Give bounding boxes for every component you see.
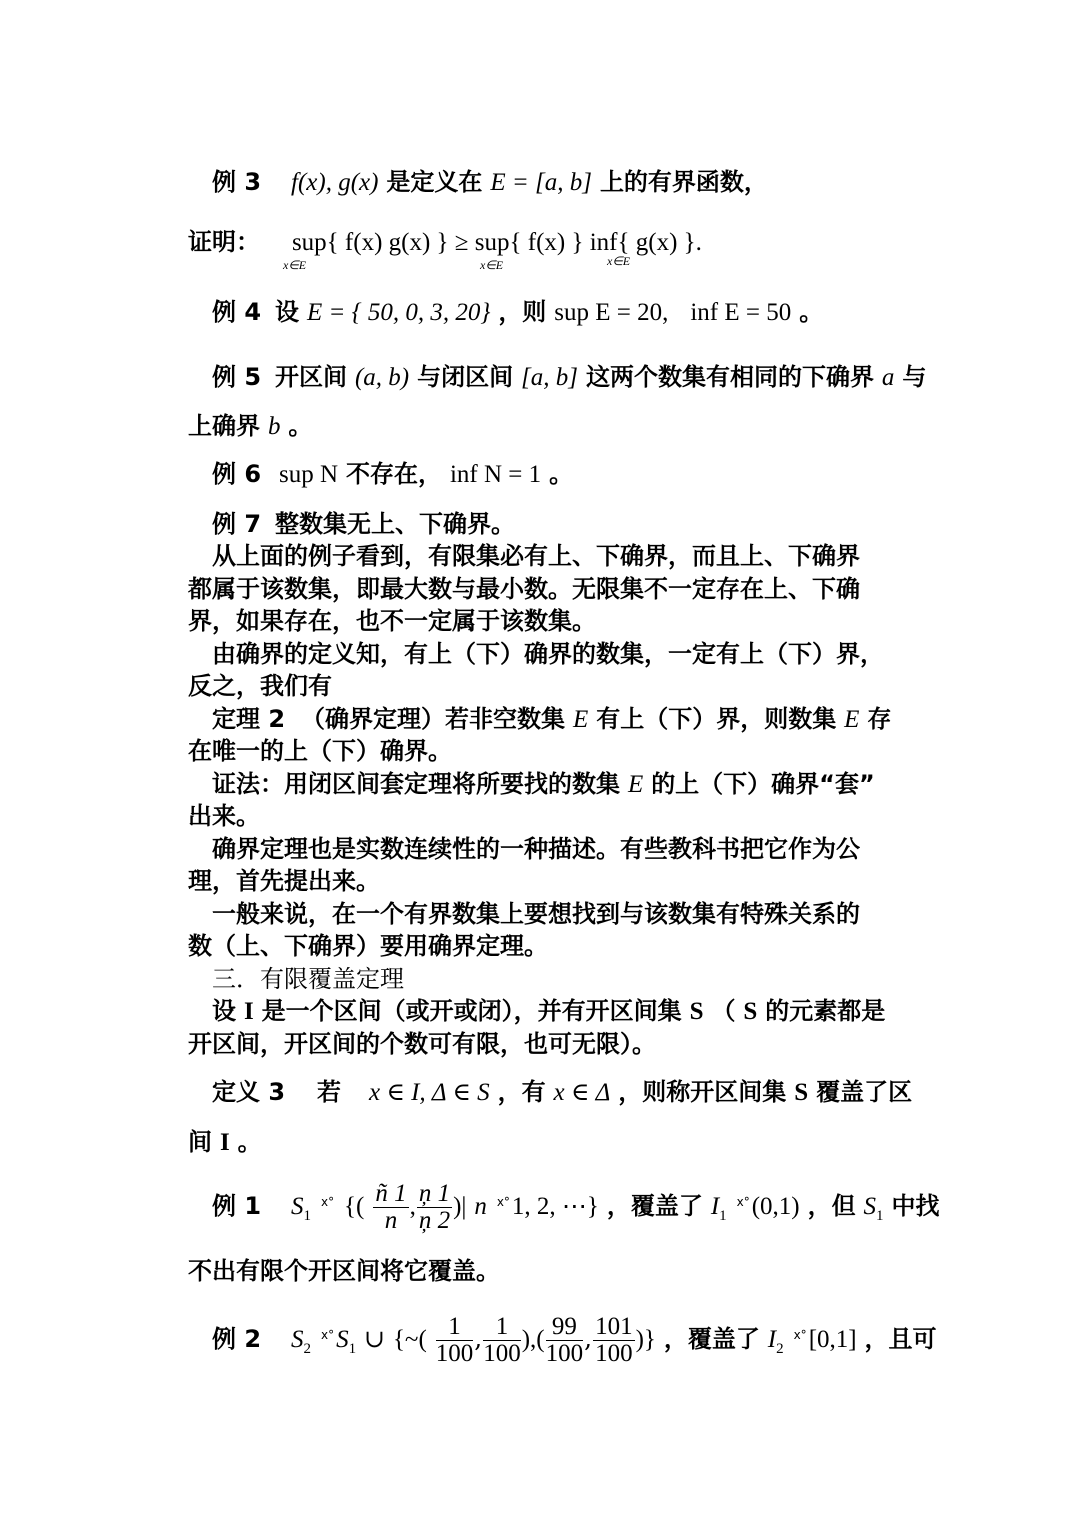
example-3-line bbox=[212, 166, 768, 199]
equals-glyph: x° bbox=[320, 1195, 335, 1209]
math-sequence: 1, 2, ⋯ bbox=[511, 1193, 587, 1220]
math-S: S bbox=[291, 1326, 304, 1353]
math-S: S bbox=[291, 1193, 304, 1220]
text: 。 bbox=[799, 298, 824, 326]
numerator: 101 bbox=[595, 1313, 633, 1340]
example-label: 例 1 bbox=[212, 1192, 262, 1220]
text: 开区间 bbox=[275, 363, 348, 391]
example-label: 例 4 bbox=[212, 298, 262, 326]
section-heading: 三．有限覆盖定理 bbox=[212, 965, 404, 993]
math-E: E bbox=[572, 706, 589, 733]
text: ，覆盖了 bbox=[606, 1192, 703, 1220]
math-E: E bbox=[844, 706, 860, 733]
definition-3-line-1 bbox=[212, 1076, 912, 1109]
text: （确界定理）若非空数集 bbox=[301, 705, 566, 733]
text: 设 bbox=[212, 997, 236, 1025]
math-b: b bbox=[267, 413, 281, 440]
example-label: 例 7 bbox=[212, 510, 262, 538]
theorem-label: 定理 2 bbox=[212, 705, 286, 733]
fraction bbox=[417, 1181, 452, 1234]
equals-glyph: x° bbox=[736, 1195, 750, 1209]
paragraph-3-line-2: 理，首先提出来。 bbox=[188, 867, 380, 895]
text: 上确界 bbox=[188, 412, 260, 440]
math-I: I bbox=[767, 1326, 777, 1353]
proof-method-line-1 bbox=[212, 768, 875, 801]
subscript: 2 bbox=[303, 1341, 312, 1357]
math-inequality: sup{ f(x) g(x) } ≥ sup{ f(x) } inf{ g(x) }. bbox=[291, 229, 702, 256]
math-interval: (0,1) bbox=[751, 1193, 800, 1220]
paragraph-4-line-1: 一般来说，在一个有界数集上要想找到与该数集有特殊关系的 bbox=[212, 900, 860, 928]
fraction bbox=[436, 1314, 474, 1367]
denominator: 100 bbox=[595, 1340, 633, 1367]
text: 。 bbox=[549, 460, 574, 488]
text: 存 bbox=[867, 705, 892, 733]
definition-label: 定义 3 bbox=[212, 1078, 286, 1106]
fraction bbox=[483, 1314, 521, 1367]
math-interval: [0,1] bbox=[808, 1326, 857, 1353]
math-I: I bbox=[219, 1129, 230, 1156]
denominator: ņ 2 bbox=[418, 1207, 451, 1234]
cover-example-1-line-2: 不出有限个开区间将它覆盖。 bbox=[188, 1257, 500, 1285]
paragraph-3-line-1: 确界定理也是实数连续性的一种描述。有些教科书把它作为公 bbox=[212, 835, 860, 863]
text: ，但 bbox=[807, 1192, 856, 1220]
math-membership: x ∈ Δ bbox=[553, 1079, 611, 1106]
math-E: E bbox=[627, 771, 644, 798]
paragraph-1-line-2: 都属于该数集，即最大数与最小数。无限集不一定存在上、下确 bbox=[188, 575, 860, 603]
subscript-x-in-E: x∈E bbox=[283, 258, 307, 272]
equals-glyph: x° bbox=[320, 1328, 335, 1342]
numerator: 1 bbox=[483, 1314, 521, 1341]
equals-glyph: x° bbox=[496, 1195, 510, 1209]
numerator: ņ 1 bbox=[418, 1180, 451, 1207]
text: 整数集无上、下确界。 bbox=[275, 510, 516, 538]
math-functions: f(x), g(x) bbox=[291, 169, 379, 196]
math-I: I bbox=[710, 1193, 720, 1220]
numerator: ñ 1 bbox=[375, 1180, 407, 1207]
text: 间 bbox=[188, 1128, 212, 1156]
text: 若 bbox=[317, 1078, 342, 1106]
math-sup-N: sup N bbox=[279, 461, 339, 488]
comma: , bbox=[409, 1193, 416, 1220]
math-n: n bbox=[474, 1193, 487, 1220]
math-S: S bbox=[743, 998, 758, 1025]
denominator: 100 bbox=[435, 1340, 474, 1367]
paragraph-1-line-1: 从上面的例子看到，有限集必有上、下确界，而且上、下确界 bbox=[212, 542, 860, 570]
math-S: S bbox=[689, 998, 704, 1025]
denominator: n bbox=[384, 1207, 398, 1234]
example-5-line-1 bbox=[212, 361, 926, 394]
cover-example-1-line-1 bbox=[212, 1172, 939, 1246]
subscript-x-in-E: x∈E bbox=[480, 258, 504, 272]
math-brace-close: } bbox=[586, 1193, 599, 1220]
text: （ bbox=[711, 997, 736, 1025]
math-inf: inf E = 50 bbox=[690, 299, 792, 326]
text: ，则 bbox=[498, 298, 547, 326]
paragraph-2-line-2: 反之，我们有 bbox=[188, 672, 332, 700]
text: 与闭区间 bbox=[417, 363, 514, 391]
subscript: 1 bbox=[348, 1341, 357, 1357]
definition-3-line-2 bbox=[188, 1126, 262, 1159]
equals-glyph: x° bbox=[793, 1328, 807, 1342]
fraction bbox=[373, 1181, 408, 1234]
paragraph-5-line-1 bbox=[212, 995, 885, 1028]
example-6-line bbox=[212, 458, 573, 491]
fraction bbox=[593, 1314, 635, 1367]
text: 上的有界函数， bbox=[599, 168, 768, 196]
text: 这两个数集有相同的下确界 bbox=[585, 363, 874, 391]
subscript: 1 bbox=[876, 1208, 884, 1224]
math-closed-interval: [a, b] bbox=[521, 364, 578, 391]
text: 是定义在 bbox=[386, 168, 483, 196]
text: 。 bbox=[288, 412, 313, 440]
numerator: 99 bbox=[546, 1314, 584, 1341]
denominator: 100 bbox=[545, 1340, 584, 1367]
paragraph-5-line-2: 开区间，开区间的个数可有限，也可无限）。 bbox=[188, 1030, 656, 1058]
example-5-line-2 bbox=[188, 410, 312, 443]
subscript: 1 bbox=[719, 1208, 727, 1224]
subscript: 2 bbox=[776, 1341, 784, 1357]
text: 证法：用闭区间套定理将所要找的数集 bbox=[212, 770, 620, 798]
math-brace-open: {( bbox=[344, 1193, 365, 1220]
math-open-interval: (a, b) bbox=[354, 364, 410, 391]
subscript-x-in-E: x∈E bbox=[607, 254, 631, 268]
paragraph-2-line-1: 由确界的定义知，有上（下）确界的数集，一定有上（下）界， bbox=[212, 640, 884, 668]
theorem-2-line-2: 在唯一的上（下）确界。 bbox=[188, 737, 452, 765]
example-7-line bbox=[212, 508, 515, 540]
text: 不存在， bbox=[346, 460, 443, 488]
math-brace-open: {~( bbox=[392, 1326, 427, 1353]
text: 的元素都是 bbox=[765, 997, 886, 1025]
theorem-2-line-1 bbox=[212, 703, 891, 736]
example-4-line bbox=[212, 296, 823, 329]
math-separator: ),( bbox=[521, 1326, 545, 1353]
proof-method-line-2: 出来。 bbox=[188, 802, 260, 830]
math-inf-N: inf N = 1 bbox=[449, 461, 542, 488]
text: 与 bbox=[902, 363, 927, 391]
fraction bbox=[546, 1314, 584, 1367]
math-S: S bbox=[794, 1079, 809, 1106]
text: 覆盖了区 bbox=[816, 1078, 913, 1106]
math-S: S bbox=[336, 1326, 349, 1353]
numerator: 1 bbox=[436, 1314, 474, 1341]
example-label: 例 2 bbox=[212, 1325, 262, 1353]
math-domain: E = [a, b] bbox=[490, 169, 592, 196]
union-symbol: ∪ bbox=[364, 1326, 385, 1353]
text: 的上（下）确界“套” bbox=[651, 770, 875, 798]
text: ，有 bbox=[497, 1078, 546, 1106]
math-set: E = { 50, 0, 3, 20} bbox=[306, 299, 491, 326]
text: ，覆盖了 bbox=[663, 1325, 760, 1353]
example-label: 例 6 bbox=[212, 460, 262, 488]
text: 设 bbox=[275, 298, 300, 326]
math-sup: sup E = 20, bbox=[554, 299, 669, 326]
proof-label: 证明： bbox=[188, 228, 260, 256]
math-close: )| bbox=[453, 1193, 467, 1220]
text: ，且可 bbox=[864, 1325, 937, 1353]
text: 是一个区间（或开或闭），并有开区间集 bbox=[261, 997, 682, 1025]
math-I: I bbox=[243, 998, 254, 1025]
paragraph-1-line-3: 界，如果存在，也不一定属于该数集。 bbox=[188, 607, 596, 635]
math-a: a bbox=[881, 364, 895, 391]
paragraph-4-line-2: 数（上、下确界）要用确界定理。 bbox=[188, 932, 548, 960]
example-label: 例 3 bbox=[212, 168, 262, 196]
math-brace-close: )} bbox=[635, 1326, 656, 1353]
cover-example-2-line-1: 例 2 $S_2$ $^{x^\circ}S_1$ ∪ {~( $\frac{1}{100}$ , $\frac{1}{100}$ ),( $\frac{99}{100}$ , $\frac{101}{100}$ )} ，覆盖了 $I_2$ $^{x^\circ}$[0,1] ，且可 bbox=[212, 1313, 937, 1367]
math-condition: x ∈ I, Δ ∈ S bbox=[368, 1079, 490, 1106]
math-S: S bbox=[863, 1193, 877, 1220]
text: 。 bbox=[237, 1128, 262, 1156]
subscript: 1 bbox=[303, 1208, 312, 1224]
denominator: 100 bbox=[483, 1340, 521, 1367]
text: ，则称开区间集 bbox=[618, 1078, 787, 1106]
text: 中找 bbox=[891, 1192, 940, 1220]
text: 有上（下）界，则数集 bbox=[596, 705, 837, 733]
example-label: 例 5 bbox=[212, 363, 262, 391]
